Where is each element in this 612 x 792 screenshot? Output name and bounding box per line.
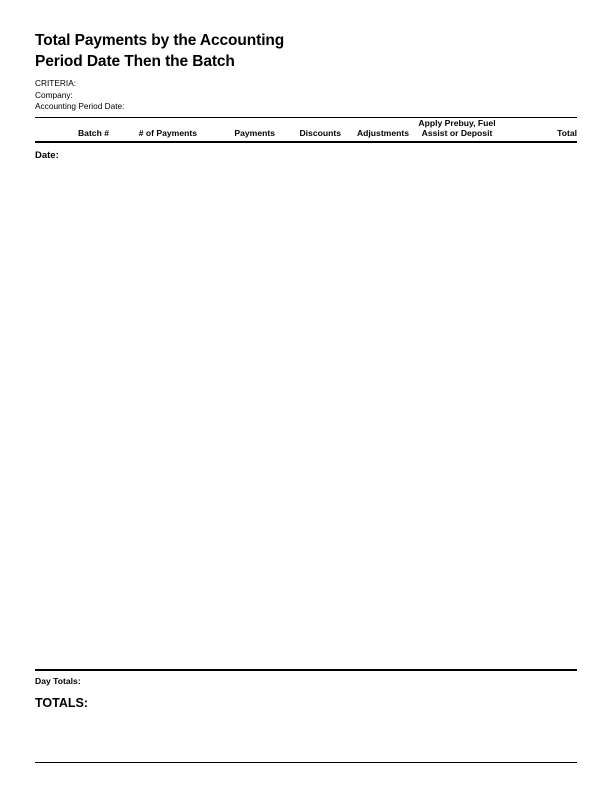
page-title-line-2: Period Date Then the Batch <box>35 53 235 70</box>
payments-table <box>35 117 577 143</box>
column-header-number-of-payments: # of Payments <box>109 117 197 142</box>
column-header-apply-prebuy <box>409 117 505 142</box>
column-header-adjustments: Adjustments <box>341 117 409 142</box>
criteria-label: CRITERIA: <box>35 78 77 88</box>
date-group-label: Date: <box>35 149 59 161</box>
criteria-block <box>35 78 577 113</box>
day-totals-label: Day Totals: <box>35 675 81 686</box>
column-header-apply-line-1: Apply Prebuy, Fuel <box>418 117 496 128</box>
column-header-total: Total <box>505 117 577 142</box>
grand-totals-label: TOTALS: <box>35 695 89 710</box>
table-header <box>35 117 577 142</box>
criteria-accounting-period-date: Accounting Period Date: <box>35 101 125 111</box>
report-content <box>35 30 577 710</box>
column-header-apply-line-2: Assist or Deposit <box>421 127 493 138</box>
table-header-row <box>35 117 577 142</box>
column-header-batch: Batch # <box>35 117 109 142</box>
page-bottom-rule <box>35 762 577 763</box>
table-body-empty <box>35 161 577 669</box>
page-title <box>35 30 365 72</box>
criteria-company: Company: <box>35 89 73 100</box>
column-header-payments: Payments <box>197 117 275 142</box>
column-header-discounts: Discounts <box>275 117 341 142</box>
page-title-line-1: Total Payments by the Accounting <box>35 32 285 49</box>
totals-divider <box>35 669 577 671</box>
